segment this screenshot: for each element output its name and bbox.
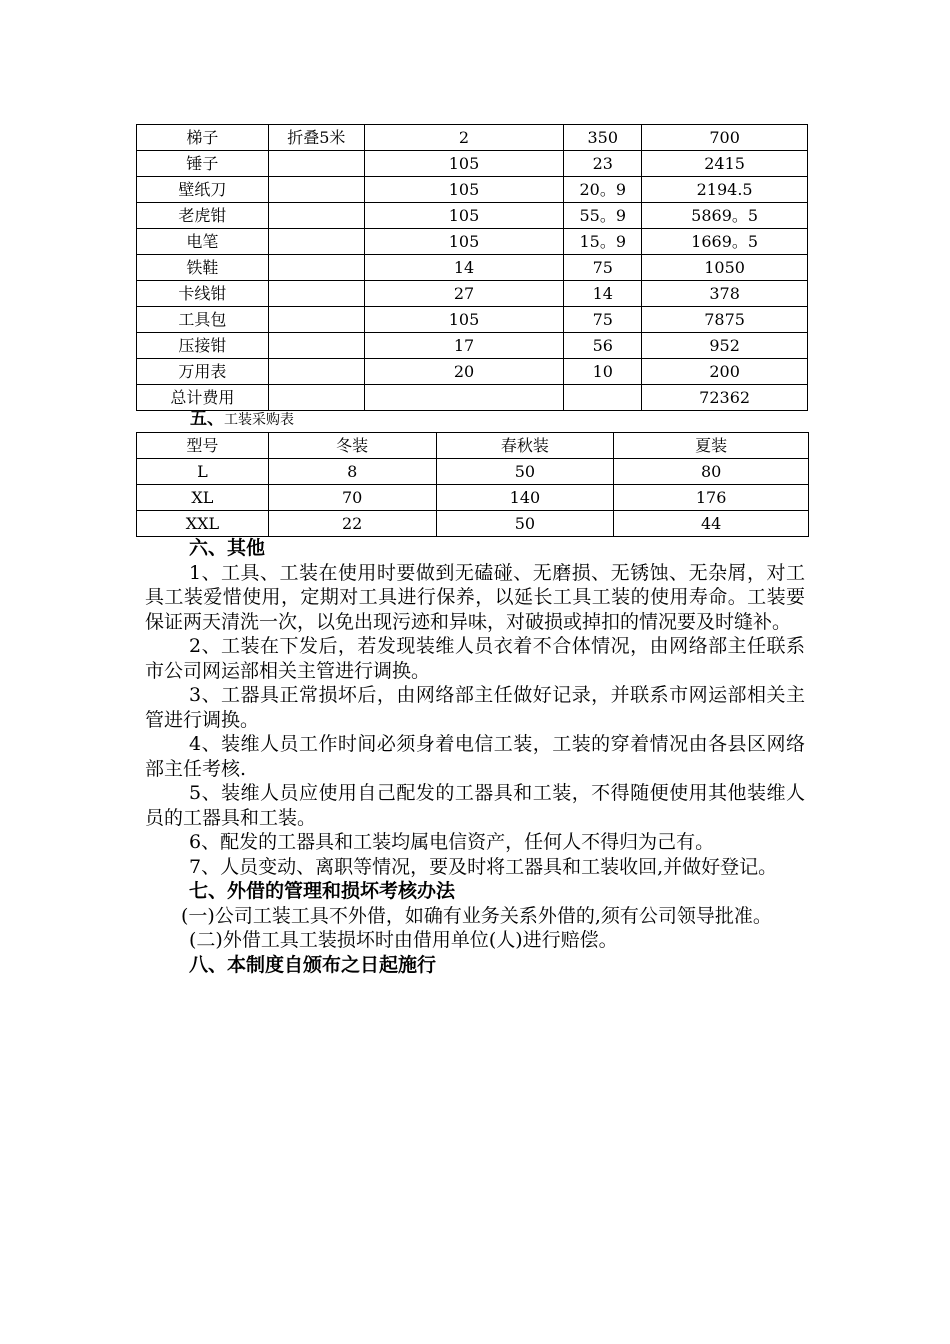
table-cell xyxy=(564,385,642,411)
table-cell: 电笔 xyxy=(137,229,269,255)
table-cell: L xyxy=(137,459,269,485)
tools-table-row xyxy=(137,229,808,255)
table-cell xyxy=(268,281,364,307)
table-cell: 105 xyxy=(364,177,564,203)
table-cell: 378 xyxy=(642,281,808,307)
table-cell: 壁纸刀 xyxy=(137,177,269,203)
table-cell: 952 xyxy=(642,333,808,359)
section-8-heading: 八、本制度自颁布之日起施行 xyxy=(189,953,437,976)
table-cell: 75 xyxy=(564,255,642,281)
table-cell: 700 xyxy=(642,125,808,151)
table-cell: 2 xyxy=(364,125,564,151)
table-cell: 72362 xyxy=(642,385,808,411)
body-text xyxy=(145,536,805,977)
table-header-cell: 型号 xyxy=(137,433,269,459)
table-cell: 锤子 xyxy=(137,151,269,177)
table-cell: 8 xyxy=(268,459,436,485)
table-cell: 总计费用 xyxy=(137,385,269,411)
table-cell: 105 xyxy=(364,203,564,229)
section-6-item: 4、装维人员工作时间必须身着电信工装，工装的穿着情况由各县区网络部主任考核. xyxy=(145,733,805,780)
section-5-number: 五、 xyxy=(190,409,224,429)
table-cell: 20 xyxy=(364,359,564,385)
table-cell: 7875 xyxy=(642,307,808,333)
section-5-heading xyxy=(190,408,294,431)
table-cell xyxy=(268,307,364,333)
tools-table-row xyxy=(137,385,808,411)
table-cell: 铁鞋 xyxy=(137,255,269,281)
table-cell: 压接钳 xyxy=(137,333,269,359)
table-cell: 万用表 xyxy=(137,359,269,385)
table-cell: XXL xyxy=(137,511,269,537)
tools-table-row xyxy=(137,203,808,229)
section-6-item: 3、工器具正常损坏后，由网络部主任做好记录，并联系市网运部相关主管进行调换。 xyxy=(145,684,805,731)
table-cell: 20。9 xyxy=(564,177,642,203)
table-cell: 22 xyxy=(268,511,436,537)
section-6-item: 1、工具、工装在使用时要做到无磕碰、无磨损、无锈蚀、无杂屑，对工具工装爱惜使用，定期对工具进行保养，以延长工具工装的使用寿命。工装要保证两天清洗一次，以免出现污迹和异味，对破损或掉扣的情况要及时缝补。 xyxy=(145,561,805,633)
table-cell: 5869。5 xyxy=(642,203,808,229)
table-header-cell: 春秋装 xyxy=(436,433,614,459)
table-cell: 卡线钳 xyxy=(137,281,269,307)
section-6-item: 7、人员变动、离职等情况，要及时将工器具和工装收回,并做好登记。 xyxy=(189,855,778,878)
table-cell: 27 xyxy=(364,281,564,307)
table-cell: 105 xyxy=(364,151,564,177)
table-cell: XL xyxy=(137,485,269,511)
table-cell: 10 xyxy=(564,359,642,385)
tools-table-row xyxy=(137,359,808,385)
table-cell: 1050 xyxy=(642,255,808,281)
table-cell xyxy=(364,385,564,411)
tools-table-row xyxy=(137,151,808,177)
table-cell: 75 xyxy=(564,307,642,333)
tools-cost-table xyxy=(136,124,808,411)
section-7-item: (二)外借工具工装损坏时由借用单位(人)进行赔偿。 xyxy=(189,929,618,951)
table-cell: 350 xyxy=(564,125,642,151)
uniform-table-row xyxy=(137,511,809,537)
table-cell: 1669。5 xyxy=(642,229,808,255)
tools-table-row xyxy=(137,177,808,203)
tools-table-row xyxy=(137,125,808,151)
tools-table-row xyxy=(137,307,808,333)
section-6-item: 5、装维人员应使用自己配发的工器具和工装，不得随便使用其他装维人员的工器具和工装。 xyxy=(145,782,805,829)
table-cell xyxy=(268,177,364,203)
table-header-cell: 夏装 xyxy=(614,433,809,459)
table-cell xyxy=(268,229,364,255)
table-cell: 55。9 xyxy=(564,203,642,229)
table-cell: 140 xyxy=(436,485,614,511)
table-cell xyxy=(268,255,364,281)
table-cell: 工具包 xyxy=(137,307,269,333)
tools-table-row xyxy=(137,333,808,359)
tools-table-row xyxy=(137,255,808,281)
table-cell: 105 xyxy=(364,229,564,255)
table-cell: 105 xyxy=(364,307,564,333)
table-cell: 老虎钳 xyxy=(137,203,269,229)
section-5-title: 工装采购表 xyxy=(224,412,294,428)
table-cell: 80 xyxy=(614,459,809,485)
uniform-table-row xyxy=(137,459,809,485)
section-7-heading: 七、外借的管理和损坏考核办法 xyxy=(189,880,456,902)
section-6-item: 6、配发的工器具和工装均属电信资产，任何人不得归为己有。 xyxy=(189,831,715,853)
table-cell: 50 xyxy=(436,511,614,537)
table-cell xyxy=(268,359,364,385)
table-cell: 44 xyxy=(614,511,809,537)
table-cell xyxy=(268,333,364,359)
uniform-table-header-row xyxy=(137,433,809,459)
tools-table-row xyxy=(137,281,808,307)
table-cell: 176 xyxy=(614,485,809,511)
uniform-purchase-table xyxy=(136,432,809,537)
table-header-cell: 冬装 xyxy=(268,433,436,459)
table-cell: 梯子 xyxy=(137,125,269,151)
table-cell xyxy=(268,203,364,229)
table-cell: 200 xyxy=(642,359,808,385)
table-cell: 折叠5米 xyxy=(268,125,364,151)
uniform-table-row xyxy=(137,485,809,511)
section-6-item: 2、工装在下发后，若发现装维人员衣着不合体情况，由网络部主任联系市公司网运部相关主管进行调换。 xyxy=(145,635,805,682)
table-cell: 17 xyxy=(364,333,564,359)
table-cell: 14 xyxy=(364,255,564,281)
table-cell xyxy=(268,385,364,411)
table-cell: 23 xyxy=(564,151,642,177)
table-cell: 14 xyxy=(564,281,642,307)
table-cell: 70 xyxy=(268,485,436,511)
table-cell: 15。9 xyxy=(564,229,642,255)
table-cell: 2194.5 xyxy=(642,177,808,203)
table-cell xyxy=(268,151,364,177)
table-cell: 2415 xyxy=(642,151,808,177)
section-6-heading: 六、其他 xyxy=(189,537,266,559)
table-cell: 50 xyxy=(436,459,614,485)
section-7-item: (一)公司工装工具不外借，如确有业务关系外借的,须有公司领导批准。 xyxy=(181,904,772,927)
table-cell: 56 xyxy=(564,333,642,359)
